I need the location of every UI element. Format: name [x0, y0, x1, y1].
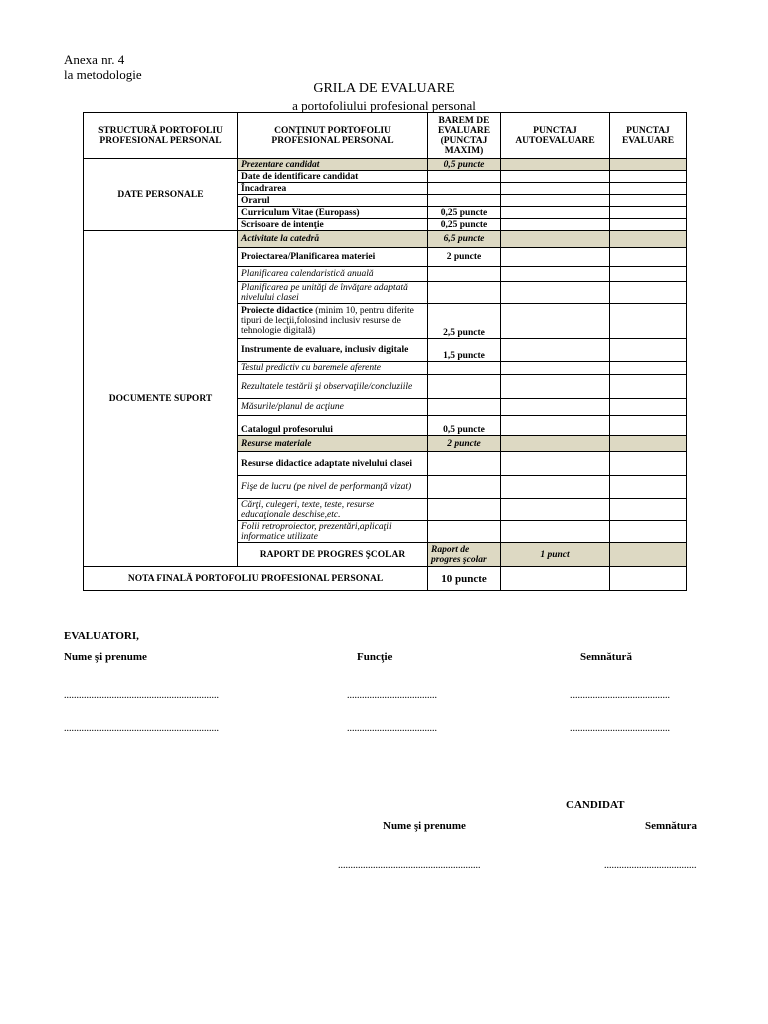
- row-content: Orarul: [238, 195, 428, 207]
- score-cell[interactable]: [610, 231, 687, 248]
- evaluator1-name-line[interactable]: ..............................................................: [64, 690, 219, 701]
- evaluators-signature-label: Semnătură: [580, 651, 632, 663]
- row-content: Scrisoare de intenţie: [238, 219, 428, 231]
- row-content: Planificarea calendaristică anuală: [238, 267, 428, 282]
- self-score-cell[interactable]: [501, 231, 610, 248]
- row-content: Rezultatele testării şi observaţiile/concluziile: [238, 375, 428, 399]
- row-content: Instrumente de evaluare, inclusiv digitale: [238, 339, 428, 362]
- annex-header: [64, 52, 142, 82]
- evaluators-name-label: Nume şi prenume: [64, 651, 147, 663]
- self-score-cell[interactable]: [501, 195, 610, 207]
- self-score-cell[interactable]: [501, 476, 610, 499]
- self-score-cell[interactable]: [501, 267, 610, 282]
- candidate-name-line[interactable]: .........................................................: [338, 860, 481, 871]
- score-cell[interactable]: [610, 339, 687, 362]
- self-score-cell[interactable]: [501, 375, 610, 399]
- score-cell[interactable]: [610, 282, 687, 304]
- row-content: Resurse didactice adaptate nivelului clasei: [238, 452, 428, 476]
- row-content: Activitate la catedră: [238, 231, 428, 248]
- candidate-signature-label: Semnătura: [645, 820, 697, 832]
- evaluator2-signature-line[interactable]: ........................................: [570, 723, 670, 734]
- row-content: Resurse materiale: [238, 436, 428, 452]
- final-score-cell[interactable]: [610, 567, 687, 591]
- self-score-cell[interactable]: [501, 304, 610, 339]
- row-content: Date de identificare candidat: [238, 171, 428, 183]
- self-score-cell[interactable]: [501, 436, 610, 452]
- row-content-bold: Proiecte didactice: [241, 306, 313, 316]
- row-content: Testul predictiv cu baremele aferente: [238, 362, 428, 375]
- self-score-cell[interactable]: [501, 399, 610, 416]
- row-barem: [428, 282, 501, 304]
- row-barem: [428, 476, 501, 499]
- candidate-name-label: Nume şi prenume: [383, 820, 466, 832]
- score-cell[interactable]: [610, 375, 687, 399]
- row-barem: [428, 521, 501, 543]
- row-content: Raport de progres şcolar: [428, 543, 501, 567]
- annex-number: Anexa nr. 4: [64, 52, 125, 67]
- row-content: Planificarea pe unităţi de învăţare adaptată nivelului clasei: [238, 282, 428, 304]
- section-documente-suport: DOCUMENTE SUPORT: [84, 231, 238, 567]
- evaluator1-signature-line[interactable]: ........................................: [570, 690, 670, 701]
- candidate-heading: CANDIDAT: [566, 799, 625, 811]
- row-barem: [428, 499, 501, 521]
- score-cell[interactable]: [610, 362, 687, 375]
- candidate-signature-line[interactable]: .....................................: [604, 860, 697, 871]
- col-header-score: PUNCTAJ EVALUARE: [610, 113, 687, 159]
- self-score-cell[interactable]: [501, 416, 610, 436]
- self-score-cell[interactable]: [501, 521, 610, 543]
- evaluator2-function-line[interactable]: ....................................: [347, 723, 437, 734]
- row-barem: 1,5 puncte: [428, 339, 501, 362]
- score-cell[interactable]: [610, 207, 687, 219]
- final-row: [84, 567, 687, 591]
- self-score-cell[interactable]: [501, 499, 610, 521]
- score-cell[interactable]: [610, 267, 687, 282]
- score-cell[interactable]: [610, 416, 687, 436]
- score-cell[interactable]: [610, 304, 687, 339]
- row-barem: 0,5 puncte: [428, 159, 501, 171]
- annex-subline: la metodologie: [64, 67, 142, 82]
- row-content: Folii retroproiector, prezentări,aplicaţii informatice utilizate: [238, 521, 428, 543]
- row-barem: 6,5 puncte: [428, 231, 501, 248]
- col-header-barem: BAREM DE EVALUARE (PUNCTAJ MAXIM): [428, 113, 501, 159]
- score-cell[interactable]: [610, 436, 687, 452]
- row-barem: 2 puncte: [428, 436, 501, 452]
- self-score-cell[interactable]: [501, 219, 610, 231]
- section-raport-progres: RAPORT DE PROGRES ŞCOLAR: [238, 543, 428, 567]
- evaluator1-function-line[interactable]: ....................................: [347, 690, 437, 701]
- document-title: GRILA DE EVALUARE: [313, 81, 455, 96]
- document-subtitle: a portofoliului profesional personal: [292, 98, 476, 113]
- row-barem: [428, 267, 501, 282]
- row-barem: 2 puncte: [428, 248, 501, 267]
- final-value: 10 puncte: [428, 567, 501, 591]
- final-label: NOTA FINALĂ PORTOFOLIU PROFESIONAL PERSONAL: [84, 567, 428, 591]
- score-cell[interactable]: [610, 219, 687, 231]
- score-cell[interactable]: [610, 521, 687, 543]
- row-barem: 1 punct: [501, 543, 610, 567]
- header-row: [84, 113, 687, 159]
- row-content: Proiectarea/Planificarea materiei: [238, 248, 428, 267]
- score-cell[interactable]: [610, 183, 687, 195]
- section-date-personale: DATE PERSONALE: [84, 159, 238, 231]
- score-cell[interactable]: [610, 476, 687, 499]
- evaluators-heading: EVALUATORI,: [64, 630, 139, 642]
- self-score-cell[interactable]: [501, 171, 610, 183]
- row-content: [238, 304, 428, 339]
- self-score-cell[interactable]: [501, 207, 610, 219]
- evaluator2-name-line[interactable]: ..............................................................: [64, 723, 219, 734]
- row-barem: 0,5 puncte: [428, 416, 501, 436]
- table-row: [84, 159, 687, 171]
- score-cell[interactable]: [610, 248, 687, 267]
- col-header-content: CONŢINUT PORTOFOLIU PROFESIONAL PERSONAL: [238, 113, 428, 159]
- row-content: Prezentare candidat: [238, 159, 428, 171]
- row-content: Măsurile/planul de acţiune: [238, 399, 428, 416]
- row-content-rest: (minim 10, pentru diferite tipuri de lecţii,folosind inclusiv resurse de tehnologie digitală): [241, 306, 414, 336]
- score-cell[interactable]: [610, 499, 687, 521]
- row-barem: [428, 452, 501, 476]
- score-cell[interactable]: [610, 452, 687, 476]
- score-cell[interactable]: [610, 159, 687, 171]
- row-barem: [428, 399, 501, 416]
- row-barem: [428, 362, 501, 375]
- evaluators-function-label: Funcţie: [357, 651, 393, 663]
- col-header-self-score: PUNCTAJ AUTOEVALUARE: [501, 113, 610, 159]
- col-header-structure: STRUCTURĂ PORTOFOLIU PROFESIONAL PERSONAL: [84, 113, 238, 159]
- row-barem: 0,25 puncte: [428, 207, 501, 219]
- score-cell[interactable]: [610, 171, 687, 183]
- row-barem: [428, 195, 501, 207]
- self-score-cell[interactable]: [501, 248, 610, 267]
- row-content: Curriculum Vitae (Europass): [238, 207, 428, 219]
- self-score-cell[interactable]: [501, 282, 610, 304]
- row-content: Cărţi, culegeri, texte, teste, resurse educaţionale deschise,etc.: [238, 499, 428, 521]
- self-score-cell[interactable]: [501, 183, 610, 195]
- score-cell[interactable]: [610, 399, 687, 416]
- row-content: Fişe de lucru (pe nivel de performanţă vizat): [238, 476, 428, 499]
- row-barem: [428, 183, 501, 195]
- self-score-cell[interactable]: [610, 543, 687, 567]
- table-row: [84, 231, 687, 248]
- final-self-score-cell[interactable]: [501, 567, 610, 591]
- row-barem: 0,25 puncte: [428, 219, 501, 231]
- row-barem: 2,5 puncte: [428, 304, 501, 339]
- self-score-cell[interactable]: [501, 452, 610, 476]
- evaluation-grid: [83, 112, 687, 591]
- self-score-cell[interactable]: [501, 362, 610, 375]
- row-content: Încadrarea: [238, 183, 428, 195]
- self-score-cell[interactable]: [501, 159, 610, 171]
- self-score-cell[interactable]: [501, 339, 610, 362]
- row-barem: [428, 375, 501, 399]
- row-content: Catalogul profesorului: [238, 416, 428, 436]
- row-barem: [428, 171, 501, 183]
- score-cell[interactable]: [610, 195, 687, 207]
